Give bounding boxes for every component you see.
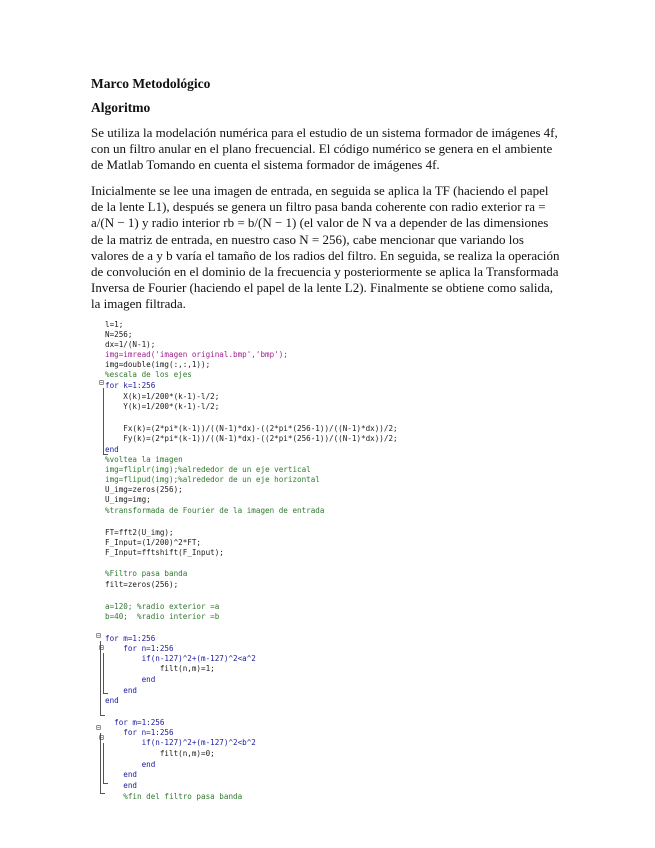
code-line: FT=fft2(U_img); bbox=[105, 528, 174, 537]
code-line: F_Input=(1/200)^2*FT; bbox=[105, 538, 202, 547]
paragraph-2 bbox=[91, 183, 561, 313]
code-line: end bbox=[105, 781, 138, 790]
code-line: img=fliplr(img);%alrededor de un eje vertical bbox=[105, 465, 311, 474]
code-line: a=120; %radio exterior =a bbox=[105, 602, 220, 611]
fold-end-marker bbox=[103, 454, 108, 455]
code-line: img=double(img(:,:,1)); bbox=[105, 360, 211, 369]
code-line: for m=1:256 bbox=[105, 634, 156, 643]
fold-guide-line bbox=[100, 733, 101, 793]
fold-guide-line bbox=[103, 653, 104, 693]
paragraph-text: Se utiliza la modelación numérica para el estudio de un sistema formador de imágenes 4f, con un filtro anular en el plano frecuencial. El código numérico se genera en el ambiente de Matlab Tomando en cuenta el sistema formador de imágenes 4f. bbox=[91, 125, 558, 173]
fold-toggle-icon[interactable]: ⊟ bbox=[96, 631, 101, 640]
code-line: img=imread('imagen original.bmp','bmp'); bbox=[105, 350, 288, 359]
code-line: Y(k)=1/200*(k-1)-l/2; bbox=[105, 402, 220, 411]
fold-end-marker bbox=[103, 693, 108, 694]
fold-guide-line bbox=[103, 388, 104, 454]
fold-toggle-icon[interactable]: ⊟ bbox=[99, 378, 104, 387]
fold-guide-line bbox=[103, 743, 104, 783]
code-line: for k=1:256 bbox=[105, 381, 156, 390]
code-line: X(k)=1/200*(k-1)-l/2; bbox=[105, 392, 220, 401]
code-line: F_Input=fftshift(F_Input); bbox=[105, 548, 224, 557]
fold-end-marker bbox=[100, 793, 105, 794]
code-line: U_img=zeros(256); bbox=[105, 485, 183, 494]
code-line: filt(n,m)=0; bbox=[105, 749, 215, 758]
code-line: img=flipud(img);%alrededor de un eje horizontal bbox=[105, 475, 320, 484]
code-line: for n=1:256 bbox=[105, 644, 174, 653]
paragraph-1 bbox=[91, 125, 561, 174]
fold-end-marker bbox=[100, 715, 105, 716]
code-line: dx=1/(N-1); bbox=[105, 340, 156, 349]
fold-guide-line bbox=[100, 641, 101, 715]
code-line: end bbox=[105, 675, 156, 684]
code-line: end bbox=[105, 686, 138, 695]
section-title: Marco Metodológico bbox=[91, 76, 211, 91]
code-line: %voltea la imagen bbox=[105, 455, 183, 464]
code-line: end bbox=[105, 445, 119, 454]
code-line: b=40; %radio interior =b bbox=[105, 612, 220, 621]
paragraph-text: Inicialmente se lee una imagen de entrada, en seguida se aplica la TF (haciendo el papel de la lente L1), después se genera un filtro pasa banda coherente con radio exterior ra = a/(N − 1) y radio interior rb = b/(N − 1) (el valor de N va a depender de las dimensiones de la matriz de entrada, en nuestro caso N = 256), cabe mencionar que variando los valores de a y b varía el tamaño de los radios del filtro. En seguida, se realiza la operación de convolución en el dominio de la frecuencia y posteriormente se aplica la Transformada Inversa de Fourier (haciendo el papel de la lente L2). Finalmente se obtiene como salida, la imagen filtrada. bbox=[91, 183, 560, 312]
code-listing bbox=[93, 318, 513, 818]
code-line: for n=1:256 bbox=[105, 728, 174, 737]
fold-toggle-icon[interactable]: ⊟ bbox=[99, 643, 104, 652]
fold-end-marker bbox=[103, 783, 108, 784]
code-line: %transformada de Fourier de la imagen de entrada bbox=[105, 506, 325, 515]
subsection-title: Algoritmo bbox=[91, 100, 151, 115]
code-line: end bbox=[105, 696, 119, 705]
code-line: if(n-127)^2+(m-127)^2<a^2 bbox=[105, 654, 256, 663]
code-line: filt(n,m)=1; bbox=[105, 664, 215, 673]
code-line: l=1; bbox=[105, 320, 124, 329]
fold-toggle-icon[interactable]: ⊟ bbox=[96, 723, 101, 732]
code-line: %fin del filtro pasa banda bbox=[105, 792, 243, 801]
code-line: if(n-127)^2+(m-127)^2<b^2 bbox=[105, 738, 256, 747]
code-line: filt=zeros(256); bbox=[105, 580, 179, 589]
fold-toggle-icon[interactable]: ⊟ bbox=[99, 733, 104, 742]
code-line: Fx(k)=(2*pi*(k-1))/((N-1)*dx)-((2*pi*(256-1))/((N-1)*dx))/2; bbox=[105, 424, 398, 433]
code-line: for m=1:256 bbox=[105, 718, 165, 727]
code-line: end bbox=[105, 760, 156, 769]
code-line: U_img=img; bbox=[105, 495, 151, 504]
code-line: end bbox=[105, 770, 138, 779]
code-line: %escala de los ejes bbox=[105, 370, 192, 379]
code-line: N=256; bbox=[105, 330, 133, 339]
code-line: %Filtro pasa banda bbox=[105, 569, 188, 578]
code-line: Fy(k)=(2*pi*(k-1))/((N-1)*dx)-((2*pi*(256-1))/((N-1)*dx))/2; bbox=[105, 434, 398, 443]
